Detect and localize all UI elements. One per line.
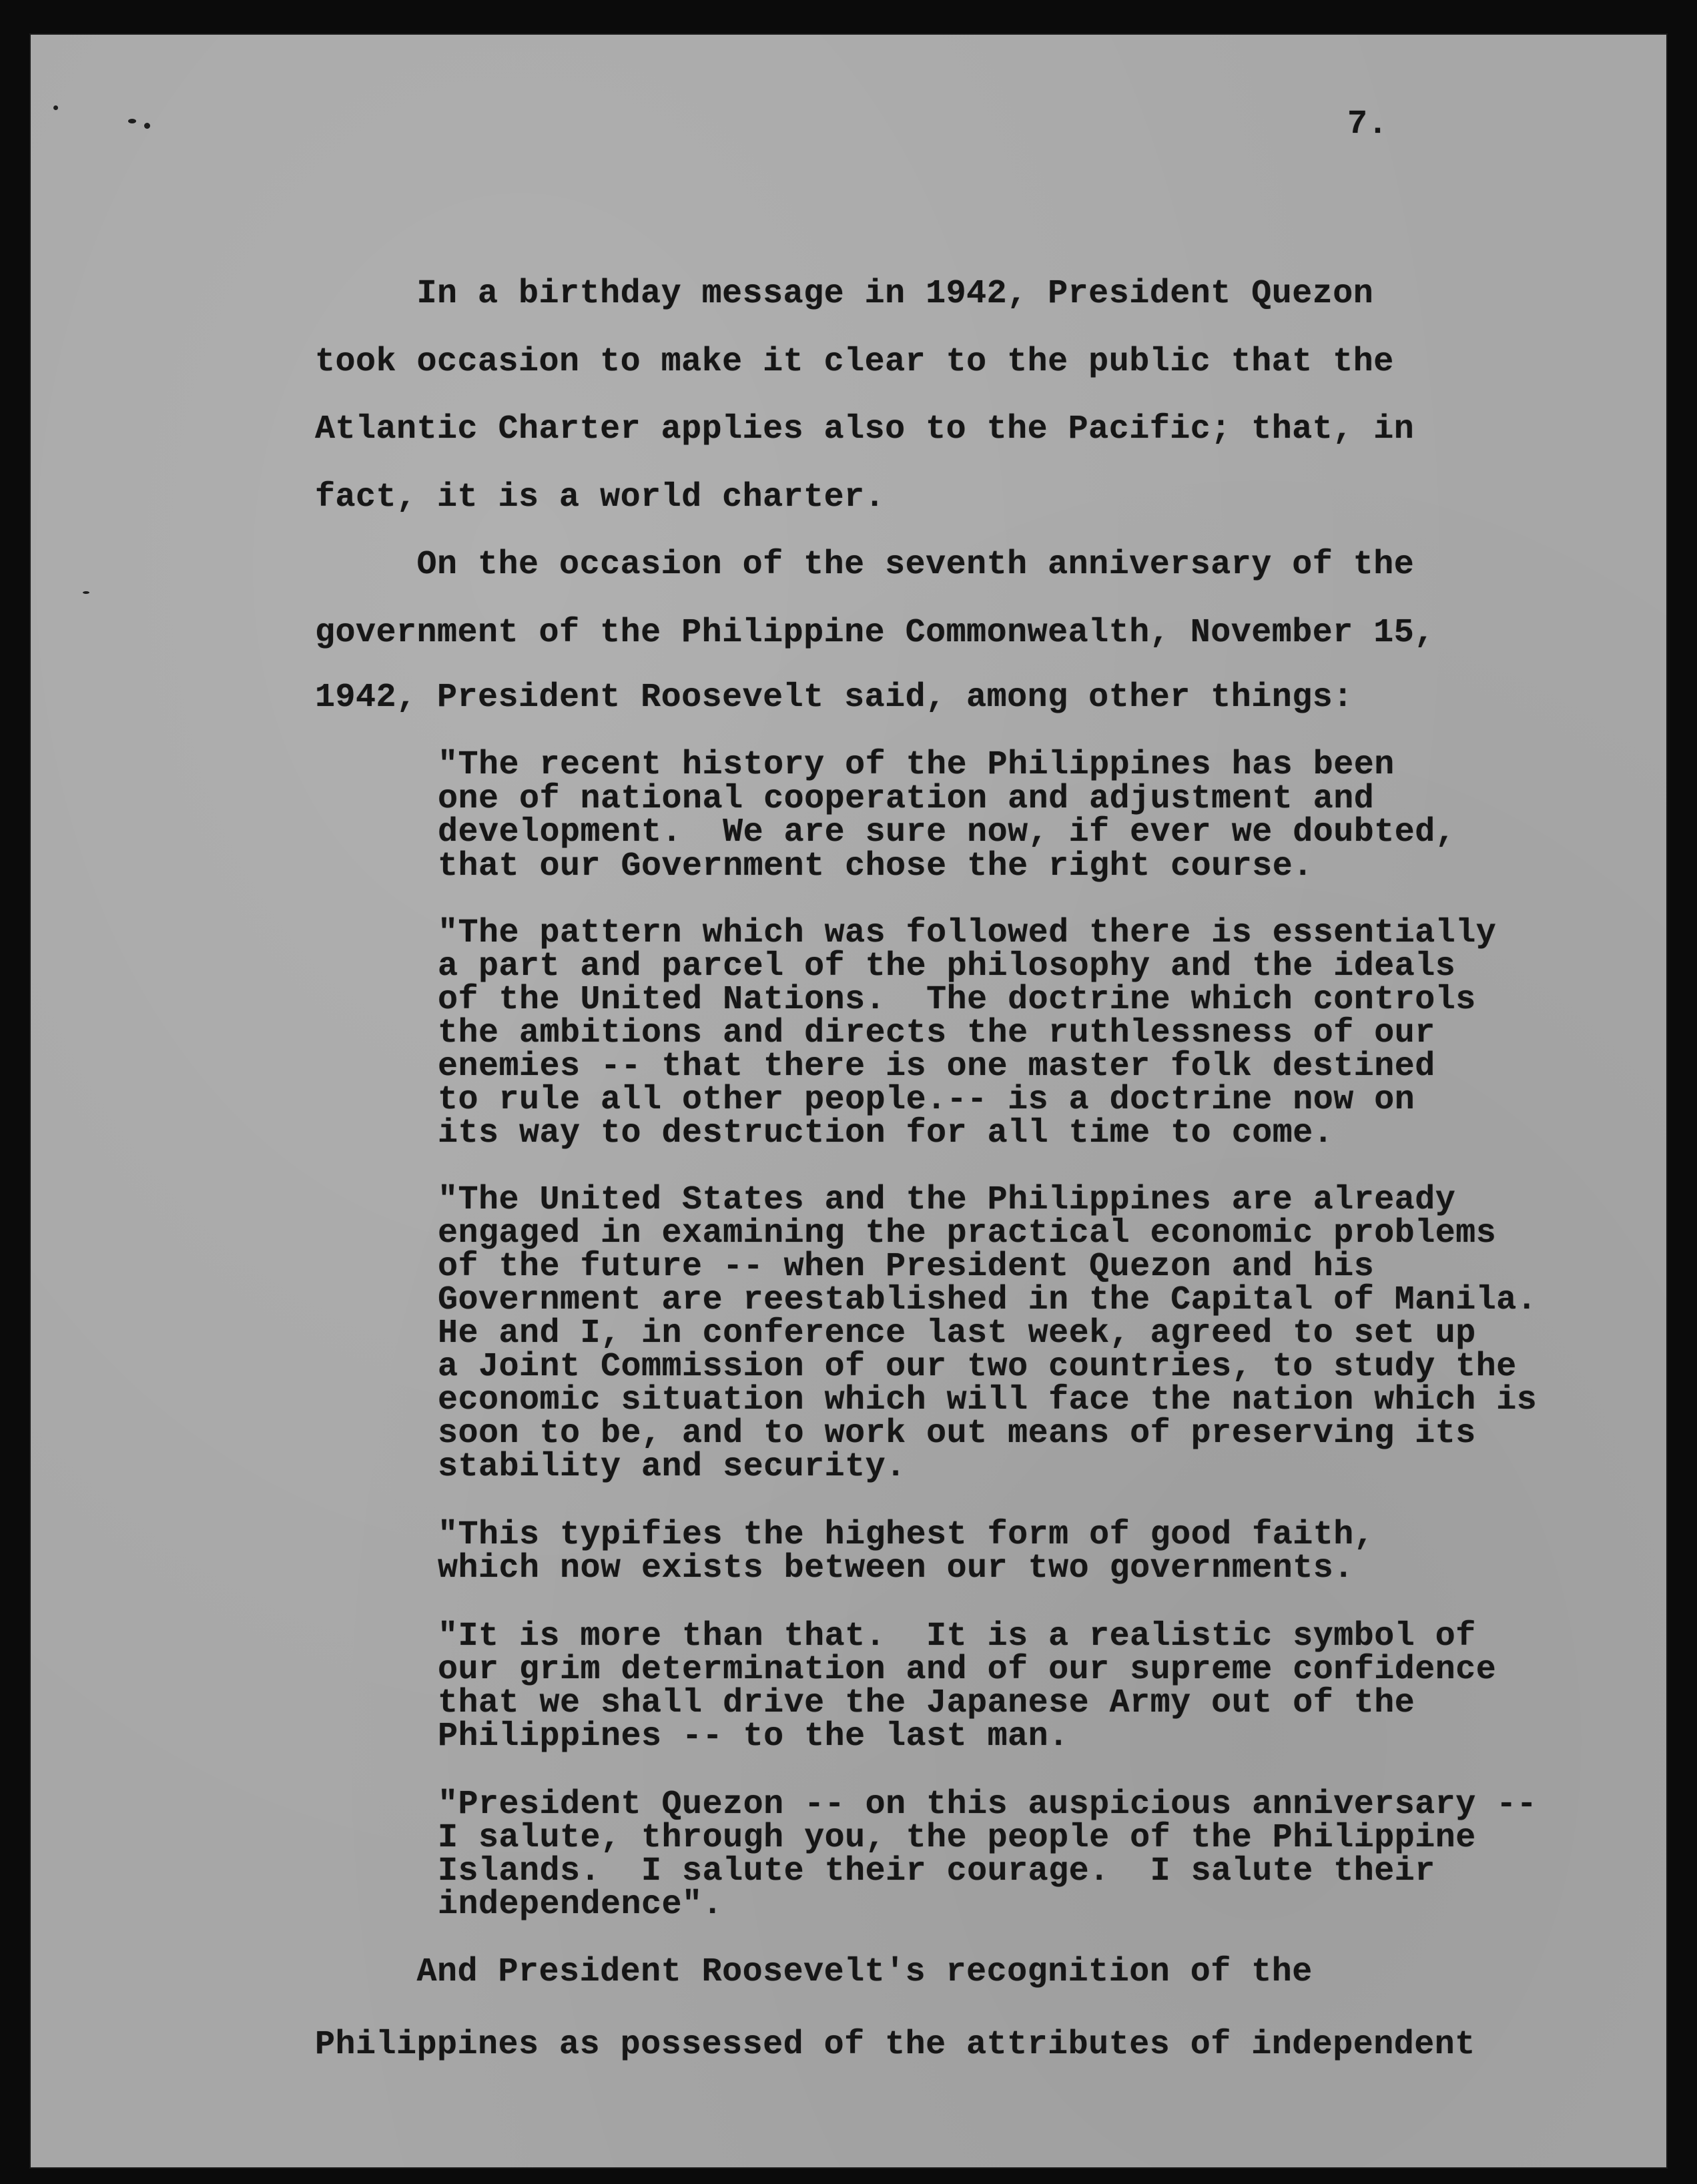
page-number: 7. bbox=[1347, 105, 1389, 143]
quote-3-line-8: soon to be, and to work out means of preserving its bbox=[438, 1415, 1476, 1453]
paragraph-1-line-4: fact, it is a world charter. bbox=[315, 478, 886, 516]
quote-2-line-6: to rule all other people.-- is a doctrine now on bbox=[438, 1081, 1415, 1119]
quote-3-line-7: economic situation which will face the nation which is bbox=[438, 1381, 1538, 1419]
quote-4-line-2: which now exists between our two governments. bbox=[438, 1549, 1354, 1587]
quote-2-line-3: of the United Nations. The doctrine which controls bbox=[438, 981, 1476, 1019]
document-page bbox=[29, 33, 1668, 2169]
paragraph-1-line-1: In a birthday message in 1942, President Quezon bbox=[315, 275, 1374, 313]
quote-2-line-4: the ambitions and directs the ruthlessness of our bbox=[438, 1014, 1435, 1052]
quote-5-line-3: that we shall drive the Japanese Army out of the bbox=[438, 1684, 1415, 1722]
quote-3-line-3: of the future -- when President Quezon and his bbox=[438, 1248, 1375, 1286]
paragraph-2-line-1: On the occasion of the seventh anniversary of the bbox=[315, 546, 1415, 584]
quote-3-line-2: engaged in examining the practical economic problems bbox=[438, 1214, 1497, 1252]
quote-3-line-1: "The United States and the Philippines are already bbox=[438, 1181, 1456, 1219]
paper-speck bbox=[128, 119, 136, 123]
paragraph-2-line-3: 1942, President Roosevelt said, among other things: bbox=[315, 679, 1353, 717]
quote-5-line-4: Philippines -- to the last man. bbox=[438, 1718, 1069, 1756]
quote-1-line-1: "The recent history of the Philippines has been bbox=[438, 746, 1395, 784]
paper-speck bbox=[83, 591, 89, 594]
quote-6-line-3: Islands. I salute their courage. I salute their bbox=[438, 1852, 1435, 1890]
quote-1-line-4: that our Government chose the right course. bbox=[438, 847, 1313, 885]
paragraph-3-line-1: And President Roosevelt's recognition of the bbox=[315, 1953, 1313, 1991]
quote-3-line-9: stability and security. bbox=[438, 1448, 906, 1486]
quote-4-line-1: "This typifies the highest form of good faith, bbox=[438, 1516, 1375, 1554]
quote-5-line-2: our grim determination and of our supreme confidence bbox=[438, 1651, 1497, 1689]
quote-6-line-4: independence". bbox=[438, 1886, 723, 1924]
quote-2-line-7: its way to destruction for all time to come. bbox=[438, 1114, 1334, 1152]
quote-1-line-2: one of national cooperation and adjustment and bbox=[438, 780, 1375, 818]
quote-1-line-3: development. We are sure now, if ever we doubted, bbox=[438, 813, 1456, 851]
quote-5-line-1: "It is more than that. It is a realistic symbol of bbox=[438, 1617, 1476, 1656]
quote-2-line-1: "The pattern which was followed there is essentially bbox=[438, 914, 1497, 952]
quote-3-line-6: a Joint Commission of our two countries, to study the bbox=[438, 1348, 1517, 1386]
quote-3-line-5: He and I, in conference last week, agreed to set up bbox=[438, 1315, 1476, 1353]
paper-speck bbox=[53, 105, 58, 110]
paragraph-3-line-2: Philippines as possessed of the attributes of independent bbox=[315, 2026, 1475, 2064]
quote-2-line-5: enemies -- that there is one master folk destined bbox=[438, 1048, 1435, 1086]
quote-2-line-2: a part and parcel of the philosophy and the ideals bbox=[438, 948, 1456, 986]
paragraph-1-line-3: Atlantic Charter applies also to the Pacific; that, in bbox=[315, 410, 1415, 448]
paper-speck bbox=[144, 123, 150, 129]
quote-3-line-4: Government are reestablished in the Capital of Manila. bbox=[438, 1281, 1538, 1319]
quote-6-line-1: "President Quezon -- on this auspicious anniversary -- bbox=[438, 1786, 1538, 1824]
paragraph-1-line-2: took occasion to make it clear to the public that the bbox=[315, 343, 1394, 381]
paragraph-2-line-2: government of the Philippine Commonwealth, November 15, bbox=[315, 614, 1435, 652]
quote-6-line-2: I salute, through you, the people of the Philippine bbox=[438, 1819, 1476, 1857]
